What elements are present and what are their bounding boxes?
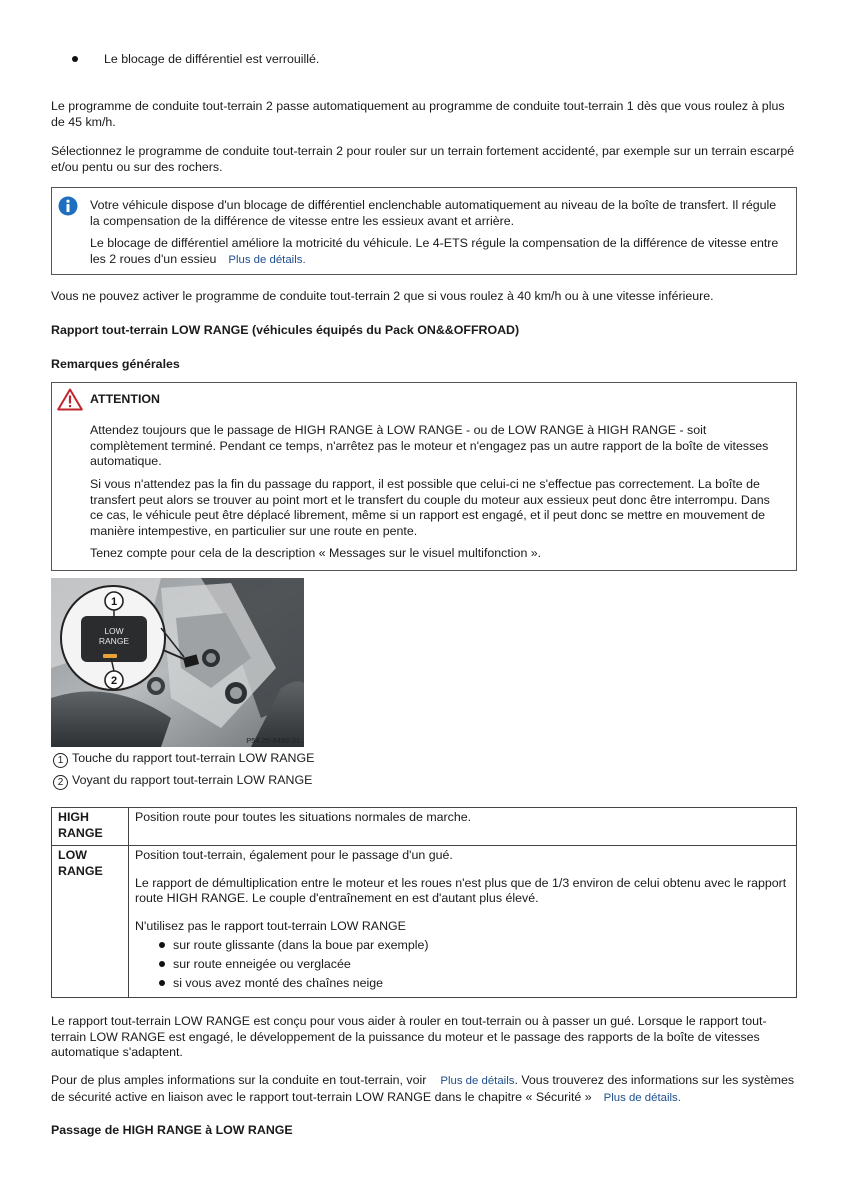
section-heading-high-to-low: Passage de HIGH RANGE à LOW RANGE bbox=[51, 1123, 293, 1137]
bullet-dot bbox=[72, 56, 78, 62]
button-label-line-1: LOW bbox=[104, 626, 124, 636]
details-link[interactable]: Plus de détails bbox=[440, 1075, 515, 1087]
low-range-bullets bbox=[135, 936, 790, 993]
table-row bbox=[52, 846, 797, 998]
warning-box bbox=[51, 382, 797, 571]
bullet-dot bbox=[159, 961, 165, 967]
paragraph-program-2-speed: Vous ne pouvez activer le programme de conduite tout-terrain 2 que si vous roulez à 40 km/h ou à une vitesse inférieure. bbox=[51, 289, 714, 303]
legend-number: 2 bbox=[53, 775, 68, 790]
info-text-1: Votre véhicule dispose d'un blocage de différentiel enclenchable automatiquement au niveau de la boîte de transfert. Il régule la compensation de la différence de vitesse entre les essieux avant et arrière. bbox=[90, 198, 777, 228]
section-heading-low-range: Rapport tout-terrain LOW RANGE (véhicules équipés du Pack ON&&OFFROAD) bbox=[51, 323, 520, 337]
legend-text: Touche du rapport tout-terrain LOW RANGE bbox=[72, 751, 315, 765]
console-photo bbox=[51, 578, 304, 747]
legend-item-2 bbox=[53, 772, 312, 790]
bullet-dot bbox=[159, 942, 165, 948]
figure-code: P54.25-8488-31 bbox=[246, 736, 300, 745]
bullet-dot bbox=[159, 980, 165, 986]
bullet-text: si vous avez monté des chaînes neige bbox=[173, 976, 384, 990]
info-text-2 bbox=[90, 236, 780, 268]
more-info-text-1: Pour de plus amples informations sur la conduite en tout-terrain, voir bbox=[51, 1073, 427, 1087]
list-item bbox=[135, 936, 790, 955]
warning-text-1: Attendez toujours que le passage de HIGH RANGE à LOW RANGE - ou de LOW RANGE à HIGH RANGE - soit complètement terminé. Pendant ce temps, n'arrêtez pas le moteur et n'engagez pas un autre rapport de la boîte de vitesses automatique. bbox=[90, 423, 769, 468]
key-line-2: RANGE bbox=[58, 825, 103, 840]
center-console-illustration bbox=[51, 578, 304, 747]
key-line-1: LOW bbox=[58, 848, 87, 862]
table-key-low-range bbox=[52, 846, 129, 998]
button-label-line-2: RANGE bbox=[98, 636, 130, 646]
info-icon bbox=[58, 196, 78, 216]
table-row bbox=[52, 808, 797, 846]
more-info-text-2: . Vous trouverez des informations sur les systèmes de sécurité active en liaison avec le rapport tout-terrain LOW RANGE dans le chapitre « Sécurité » bbox=[51, 1073, 795, 1104]
bullet-text: sur route glissante (dans la boue par exemple) bbox=[173, 938, 429, 952]
list-item bbox=[135, 955, 790, 974]
info-text-2-body: Le blocage de différentiel améliore la motricité du véhicule. Le 4-ETS régule la compensation de la différence de vitesse entre les 2 roues d'un essieu bbox=[90, 236, 779, 266]
low-range-text-1: Position tout-terrain, également pour le passage d'un gué. bbox=[135, 848, 453, 862]
legend-item-1 bbox=[53, 750, 314, 768]
range-table bbox=[51, 807, 797, 998]
callout-2-number: 2 bbox=[110, 675, 118, 687]
low-range-text-3: N'utilisez pas le rapport tout-terrain LOW RANGE bbox=[135, 918, 406, 933]
table-key-high-range bbox=[52, 808, 129, 846]
paragraph-program-2-auto: Le programme de conduite tout-terrain 2 passe automatiquement au programme de conduite tout-terrain 1 dès que vous roulez à plus de 45 km/h. bbox=[51, 99, 785, 129]
paragraph-program-2-select: Sélectionnez le programme de conduite tout-terrain 2 pour rouler sur un terrain fortement accidenté, par exemple sur un terrain escarpé et/ou pentu ou sur des rochers. bbox=[51, 144, 795, 174]
table-value-high-range: Position route pour toutes les situations normales de marche. bbox=[129, 808, 797, 846]
details-link[interactable]: Plus de détails. bbox=[603, 1091, 681, 1104]
callout-1-number: 1 bbox=[110, 596, 118, 608]
details-link[interactable]: Plus de détails. bbox=[228, 253, 306, 266]
bullet-text: sur route enneigée ou verglacée bbox=[173, 957, 351, 971]
list-item bbox=[135, 974, 790, 993]
warning-title: ATTENTION bbox=[90, 392, 160, 406]
bullet-text: Le blocage de différentiel est verrouillé. bbox=[104, 52, 320, 66]
paragraph-low-range-purpose: Le rapport tout-terrain LOW RANGE est conçu pour vous aider à rouler en tout-terrain ou à passer un gué. Lorsque le rapport tout-terrain LOW RANGE est engagé, le développement de la puissance du moteur et le passage des rapports de la boîte de vitesses automatique s'adaptent. bbox=[51, 1014, 767, 1059]
table-value-low-range bbox=[129, 846, 797, 998]
warning-triangle-icon bbox=[57, 388, 83, 411]
legend-number: 1 bbox=[53, 753, 68, 768]
low-range-text-2: Le rapport de démultiplication entre le moteur et les roues n'est plus que de 1/3 environ de celui obtenu avec le rapport route HIGH RANGE. Le couple d'entraînement en est d'autant plus élevé. bbox=[135, 875, 787, 905]
info-box bbox=[51, 187, 797, 275]
legend-text: Voyant du rapport tout-terrain LOW RANGE bbox=[72, 773, 313, 787]
section-heading-general-remarks: Remarques générales bbox=[51, 357, 180, 371]
key-line-1: HIGH bbox=[58, 810, 89, 824]
key-line-2: RANGE bbox=[58, 863, 103, 878]
warning-text-3: Tenez compte pour cela de la description « Messages sur le visuel multifonction ». bbox=[90, 546, 542, 560]
warning-text-2: Si vous n'attendez pas la fin du passage du rapport, il est possible que celui-ci ne s'effectue pas correctement. La boîte de transfert peut alors se trouver au point mort et le transfert du couple du moteur aux essieux peut donc être interrompu. Dans ce cas, le véhicule peut être déplacé librement, même si un rapport est engagé, et il peut donc se mettre en mouvement de manière intempestive, en particulier sur une route en pente. bbox=[90, 477, 770, 538]
paragraph-more-info bbox=[51, 1073, 801, 1106]
